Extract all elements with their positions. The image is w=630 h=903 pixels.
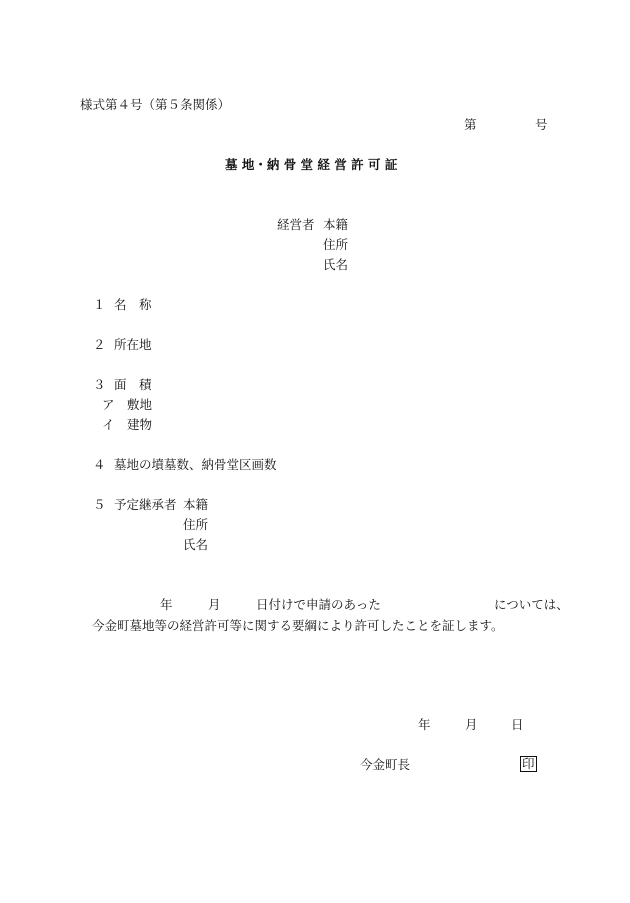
number-suffix: 号	[535, 117, 548, 132]
item-3i-label: イ 建物	[102, 417, 153, 432]
item-3a-label: ア 敷地	[102, 397, 153, 412]
item-1-label: 名 称	[114, 297, 152, 312]
regarding-text: については、	[494, 597, 569, 612]
issue-year: 年	[418, 717, 431, 732]
item-5-label: 予定継承者	[114, 497, 177, 512]
item-4-number: ４	[93, 457, 106, 472]
item-1-number: １	[93, 297, 106, 312]
item-2-label: 所在地	[114, 337, 152, 352]
form-number: 様式第４号（第５条関係）	[80, 97, 231, 112]
operator-honseki-label: 本籍	[323, 217, 349, 232]
successor-shimei-label: 氏名	[183, 537, 209, 552]
successor-jusho-label: 住所	[183, 517, 209, 532]
issue-day: 日	[511, 717, 524, 732]
operator-jusho-label: 住所	[323, 237, 349, 252]
item-3-number: ３	[93, 377, 106, 392]
application-year: 年	[160, 597, 173, 612]
item-5-number: ５	[93, 497, 106, 512]
issue-month: 月	[465, 717, 478, 732]
successor-honseki-label: 本籍	[183, 497, 209, 512]
item-4-label: 墓地の墳墓数、納骨堂区画数	[114, 457, 277, 472]
item-3-label: 面 積	[114, 377, 152, 392]
application-month: 月	[208, 597, 221, 612]
issuer-title: 今金町長	[360, 757, 411, 772]
operator-label: 経営者	[277, 217, 315, 232]
operator-shimei-label: 氏名	[323, 257, 349, 272]
certification-text: 今金町墓地等の経営許可等に関する要綱により許可したことを証します。	[92, 618, 504, 633]
number-prefix: 第	[464, 117, 477, 132]
application-date-suffix: 日付けで申請のあった	[256, 597, 381, 612]
item-2-number: ２	[93, 337, 106, 352]
document-title: 墓 地・納 骨 堂 経 営 許 可 証	[225, 157, 398, 172]
seal-mark: 印	[522, 756, 535, 771]
